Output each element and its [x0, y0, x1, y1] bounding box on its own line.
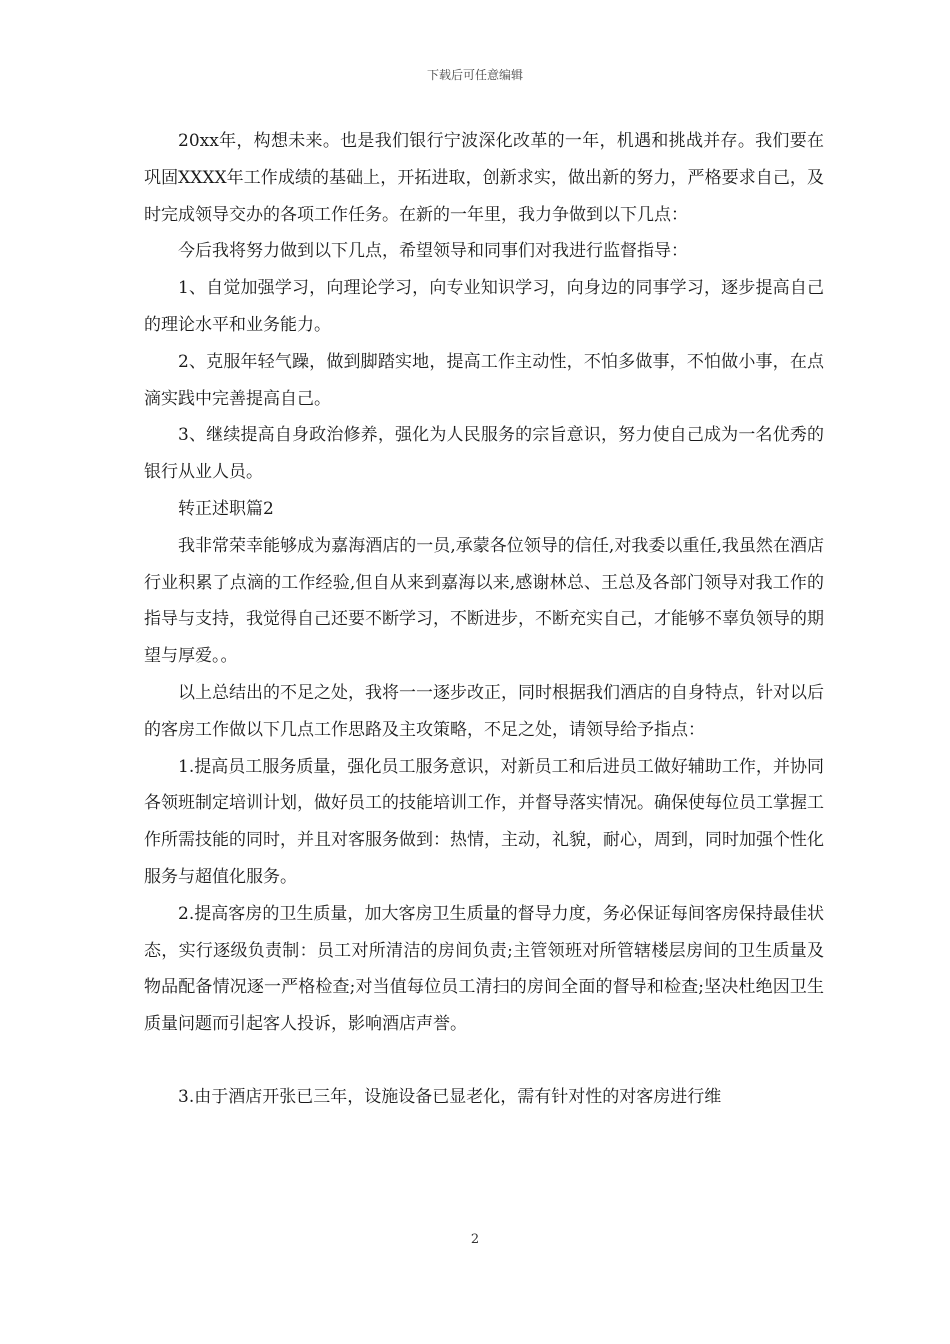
page-header-note: 下载后可任意编辑	[426, 68, 523, 82]
paragraph: 20xx年，构想未来。也是我们银行宁波深化改革的一年，机遇和挑战并存。我们要在巩固XXXX年工作成绩的基础上，开拓进取，创新求实，做出新的努力，严格要求自己，及时完成领导交办的各项工作任务。在新的一年里，我力争做到以下几点：	[144, 131, 824, 225]
paragraph: 3、继续提高自身政治修养，强化为人民服务的宗旨意识，努力使自己成为一名优秀的银行从业人员。	[144, 425, 824, 483]
paragraph: 以上总结出的不足之处，我将一一逐步改正，同时根据我们酒店的自身特点，针对以后的客房工作做以下几点工作思路及主攻策略，不足之处，请领导给予指点：	[144, 682, 824, 740]
paragraph: 2、克服年轻气躁，做到脚踏实地，提高工作主动性，不怕多做事，不怕做小事，在点滴实践中完善提高自己。	[144, 351, 824, 409]
paragraph: 1、自觉加强学习，向理论学习，向专业知识学习，向身边的同事学习，逐步提高自己的理论水平和业务能力。	[144, 278, 824, 335]
page-number: 2	[470, 1232, 480, 1247]
paragraph: 今后我将努力做到以下几点，希望领导和同事们对我进行监督指导：	[178, 241, 688, 262]
section-heading: 转正述职篇2	[178, 498, 274, 519]
document-body	[144, 123, 824, 1116]
paragraph: 2.提高客房的卫生质量，加大客房卫生质量的督导力度，务必保证每间客房保持最佳状态，实行逐级负责制：员工对所清洁的房间负责;主管领班对所管辖楼层房间的卫生质量及物品配备情况逐一严格检查;对当值每位员工清扫的房间全面的督导和检查;坚决杜绝因卫生质量问题而引起客人投诉，影响酒店声誉。	[144, 903, 824, 1035]
paragraph: 1.提高员工服务质量，强化员工服务意识，对新员工和后进员工做好辅助工作，并协同各领班制定培训计划，做好员工的技能培训工作，并督导落实情况。确保使每位员工掌握工作所需技能的同时，并且对客服务做到：热情，主动，礼貌，耐心，周到，同时加强个性化服务与超值化服务。	[144, 756, 824, 887]
paragraph: 3.由于酒店开张已三年，设施设备已显老化，需有针对性的对客房进行维	[178, 1086, 722, 1107]
paragraph: 我非常荣幸能够成为嘉海酒店的一员,承蒙各位领导的信任,对我委以重任,我虽然在酒店行业积累了点滴的工作经验,但自从来到嘉海以来,感谢林总、王总及各部门领导对我工作的指导与支持，我觉得自己还要不断学习，不断进步，不断充实自己，才能够不辜负领导的期望与厚爱。。	[144, 535, 824, 667]
